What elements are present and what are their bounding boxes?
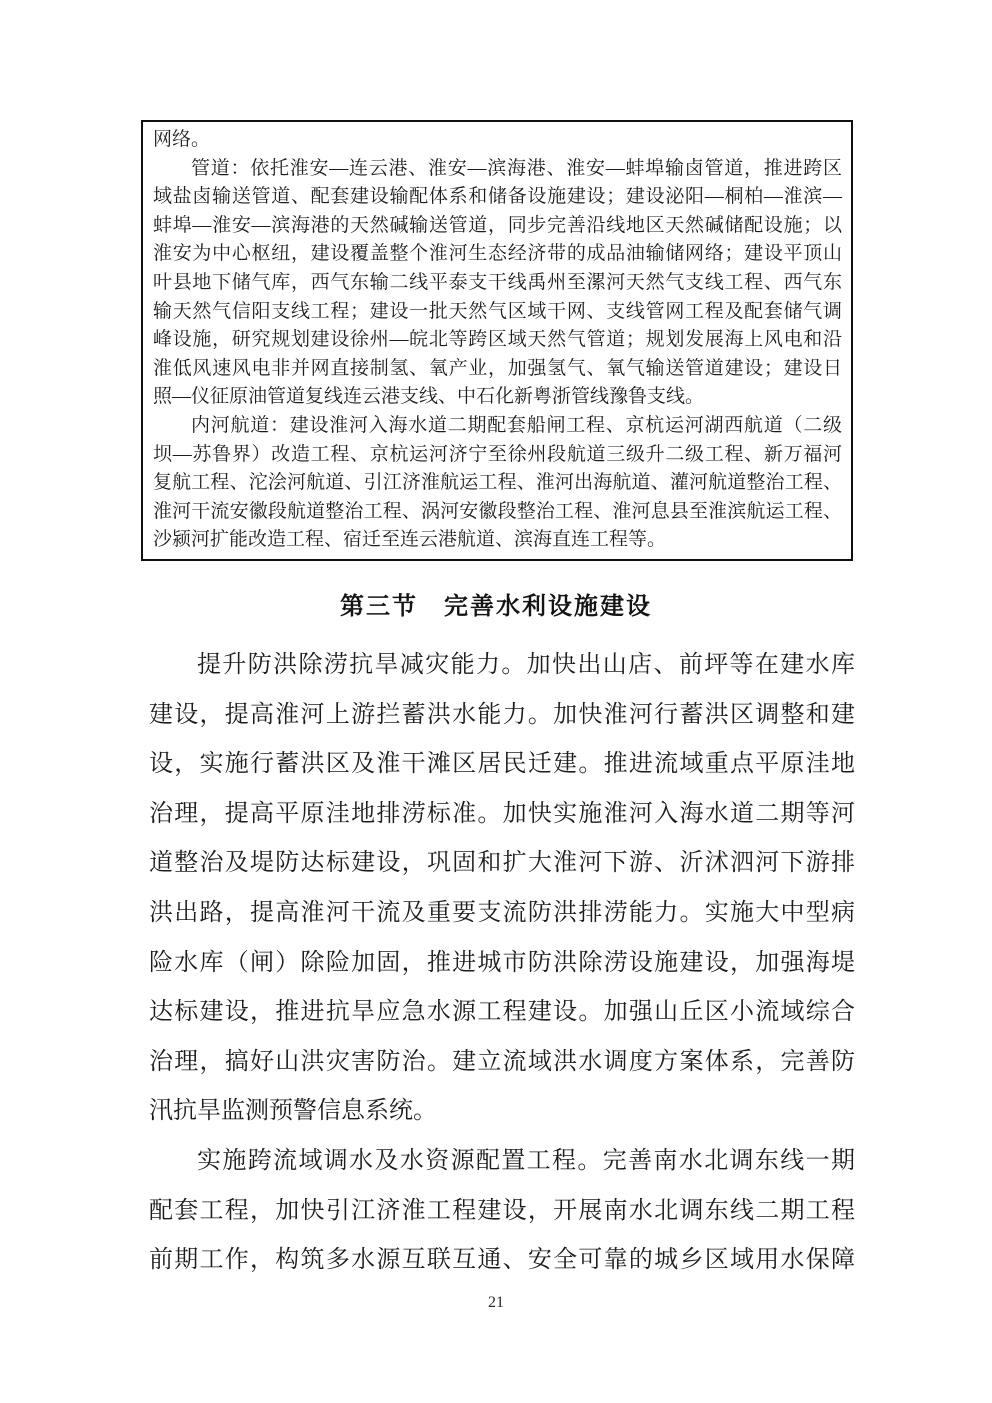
- text-line: 照—仪征原油管道复线连云港支线、中石化新粤浙管线豫鲁支线。: [153, 386, 705, 408]
- page-number: 21: [488, 1294, 504, 1311]
- text-line: 蚌埠—淮安—滨海港的天然碱输送管道，同步完善沿线地区天然碱储配设施；以: [153, 214, 842, 236]
- text-line: 前期工作，构筑多水源互联互通、安全可靠的城乡区域用水保障: [149, 1247, 855, 1274]
- text-line: 峰设施，研究规划建设徐州—皖北等跨区域天然气管道；规划发展海上风电和沿: [153, 329, 842, 351]
- paragraph-flood-control: [149, 641, 855, 1137]
- text-line: 复航工程、沱浍河航道、引江济淮航运工程、淮河出海航道、灌河航道整治工程、: [153, 472, 842, 494]
- section-heading: [0, 586, 992, 621]
- text-line: 提升防洪除涝抗旱减灾能力。加快出山店、前坪等在建水库: [197, 652, 855, 678]
- text-line: 坝—苏鲁界）改造工程、京杭运河济宁至徐州段航道三级升二级工程、新万福河: [153, 443, 842, 465]
- text-line: 淮安为中心枢纽，建设覆盖整个淮河生态经济带的成品油输储网络；建设平顶山: [153, 243, 842, 265]
- section-title: 完善水利设施建设: [444, 594, 652, 620]
- text-line: 建设，提高淮河上游拦蓄洪水能力。加快淮河行蓄洪区调整和建: [149, 701, 855, 728]
- text-line: 险水库（闸）除险加固，推进城市防洪除涝设施建设，加强海堤: [149, 949, 855, 976]
- text-line: 叶县地下储气库，西气东输二线平泰支干线禹州至漯河天然气支线工程、西气东: [153, 271, 842, 293]
- text-line: 配套工程，加快引江济淮工程建设，开展南水北调东线二期工程: [149, 1197, 855, 1224]
- text-line: 管道：依托淮安—连云港、淮安—滨海港、淮安—蚌埠输卤管道，推进跨区: [191, 157, 842, 179]
- paragraph-water-transfer: [149, 1137, 855, 1286]
- text-line: 域盐卤输送管道、配套建设输配体系和储备设施建设；建设泌阳—桐柏—淮滨—: [153, 186, 842, 208]
- text-line: 淮低风速风电非并网直接制氢、氧产业，加强氢气、氧气输送管道建设；建设日: [153, 357, 842, 379]
- text-line: 沙颍河扩能改造工程、宿迁至连云港航道、滨海直连工程等。: [153, 529, 667, 551]
- project-list-box: [141, 120, 853, 561]
- text-line: 输天然气信阳支线工程；建设一批天然气区域干网、支线管网工程及配套储气调: [153, 300, 842, 322]
- text-line: 达标建设，推进抗旱应急水源工程建设。加强山丘区小流域综合: [149, 999, 855, 1026]
- text-line: 道整治及堤防达标建设，巩固和扩大淮河下游、沂沭泗河下游排: [149, 850, 855, 877]
- text-line: 实施跨流域调水及水资源配置工程。完善南水北调东线一期: [197, 1147, 855, 1174]
- text-line: 治理，搞好山洪灾害防治。建立流域洪水调度方案体系，完善防: [149, 1048, 855, 1075]
- text-line: 汛抗旱监测预警信息系统。: [149, 1098, 437, 1125]
- body-text: [149, 641, 855, 1286]
- text-line: 网络。: [153, 129, 211, 150]
- text-line: 内河航道：建设淮河入海水道二期配套船闸工程、京杭运河湖西航道（二级: [191, 414, 842, 436]
- text-line: 淮河干流安徽段航道整治工程、涡河安徽段整治工程、淮河息县至淮滨航运工程、: [153, 500, 842, 522]
- text-line: 治理，提高平原洼地排涝标准。加快实施淮河入海水道二期等河: [149, 800, 855, 827]
- section-number: 第三节: [340, 594, 418, 620]
- text-line: 洪出路，提高淮河干流及重要支流防洪排涝能力。实施大中型病: [149, 899, 855, 926]
- text-line: 设，实施行蓄洪区及淮干滩区居民迁建。推进流域重点平原洼地: [149, 751, 855, 778]
